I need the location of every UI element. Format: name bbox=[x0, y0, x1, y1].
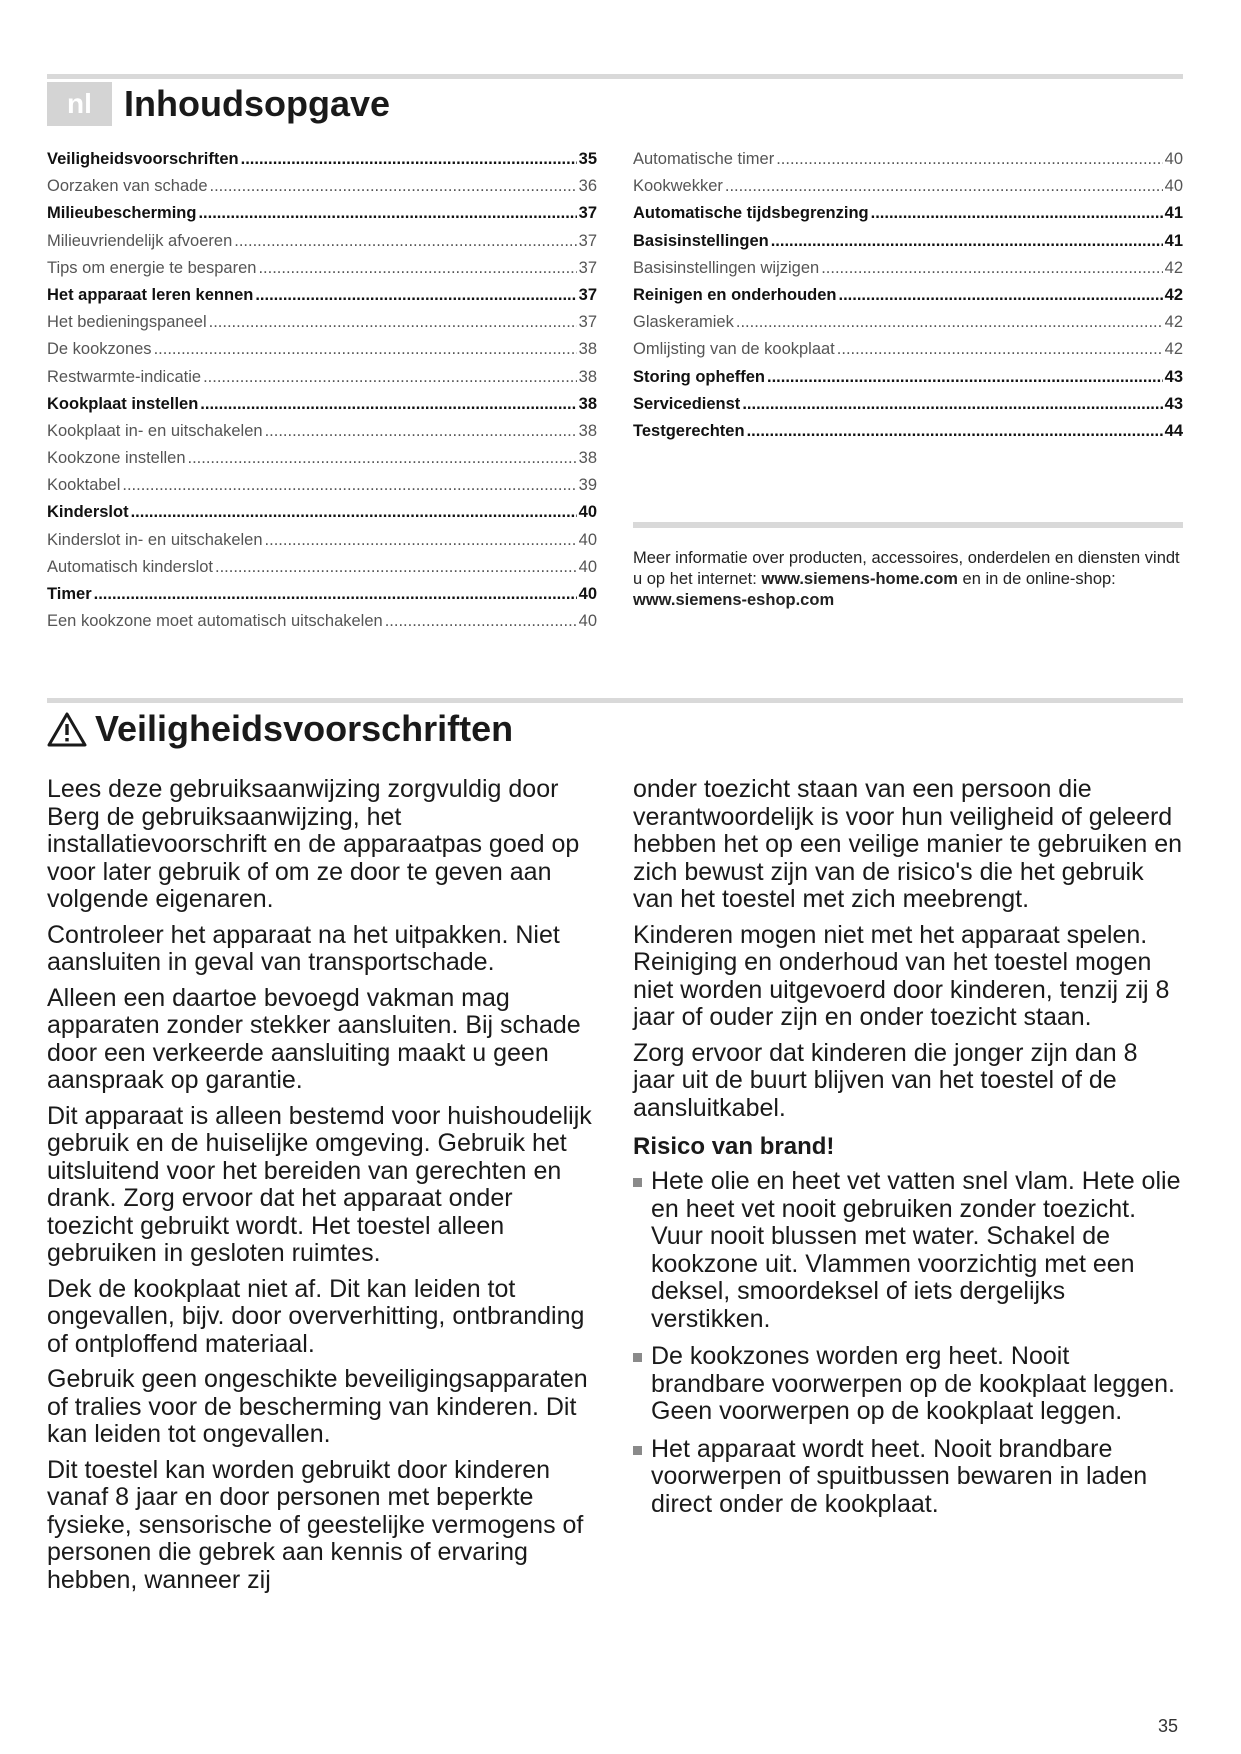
toc-entry[interactable] bbox=[633, 204, 1183, 231]
toc-entry-page: 35 bbox=[578, 150, 597, 168]
toc-dot-leader bbox=[215, 558, 577, 577]
eshop-link[interactable]: www.siemens-eshop.com bbox=[633, 591, 835, 609]
toc-entry-page: 40 bbox=[1164, 150, 1183, 168]
toc-entry[interactable] bbox=[47, 259, 597, 286]
toc-entry[interactable] bbox=[47, 340, 597, 367]
toc-entry-label: Het apparaat leren kennen bbox=[47, 285, 254, 304]
toc-entry[interactable] bbox=[47, 558, 597, 585]
toc-entry-page: 39 bbox=[578, 476, 597, 495]
toc-entry[interactable] bbox=[633, 395, 1183, 422]
toc-entry[interactable] bbox=[47, 612, 597, 639]
toc-entry-page: 37 bbox=[578, 204, 597, 223]
toc-entry-label: Kooktabel bbox=[47, 476, 121, 495]
safety-right-column bbox=[633, 776, 1183, 1528]
toc-dot-leader bbox=[736, 313, 1163, 332]
toc-entry-label: Reinigen en onderhouden bbox=[633, 285, 837, 304]
toc-entry-page: 38 bbox=[578, 394, 597, 413]
toc-entry-label: Timer bbox=[47, 585, 92, 603]
toc-left-column bbox=[47, 150, 597, 639]
toc-entry-page: 40 bbox=[578, 612, 597, 631]
toc-entry[interactable] bbox=[633, 313, 1183, 340]
toc-entry-label: Omlijsting van de kookplaat bbox=[633, 340, 835, 359]
toc-entry[interactable] bbox=[47, 531, 597, 558]
header-rule bbox=[47, 74, 1183, 79]
list-item-text: Hete olie en heet vet vatten snel vlam. Hete olie en heet vet nooit gebruiken zonder toezicht. Vuur nooit blussen met water. Schakel de kookzone uit. Vlammen voorzichtig met een deksel, smoordeksel of iets dergelijks verstikken. bbox=[651, 1167, 1181, 1333]
body-paragraph: Lees deze gebruiksaanwijzing zorgvuldig door Berg de gebruiksaanwijzing, het installatievoorschrift en de apparaatpas goed op voor later gebruik of om ze door te geven aan volgende eigenaren. bbox=[47, 775, 580, 913]
toc-dot-leader bbox=[742, 395, 1162, 414]
right-paragraphs bbox=[633, 776, 1183, 1122]
toc-entry-page: 40 bbox=[578, 530, 597, 549]
toc-entry[interactable] bbox=[47, 449, 597, 476]
toc-entry-page: 37 bbox=[578, 313, 597, 332]
body-paragraph: Controleer het apparaat na het uitpakken. Niet aansluiten in geval van transportschade. bbox=[47, 920, 560, 976]
toc-entry-page: 42 bbox=[1164, 313, 1183, 332]
toc-dot-leader bbox=[821, 259, 1162, 278]
toc-entry-page: 38 bbox=[578, 421, 597, 440]
toc-entry-label: De kookzones bbox=[47, 340, 152, 359]
toc-entry[interactable] bbox=[47, 150, 597, 177]
toc-dot-leader bbox=[385, 612, 577, 631]
bullet-square-icon bbox=[633, 1446, 642, 1455]
body-paragraph: Kinderen mogen niet met het apparaat spelen. Reiniging en onderhoud van het toestel mogen niet worden uitgevoerd door kinderen, tenzij zij 8 jaar of ouder zijn en onder toezicht staan. bbox=[633, 920, 1170, 1031]
toc-entry[interactable] bbox=[47, 313, 597, 340]
toc-entry-label: Automatische timer bbox=[633, 150, 775, 168]
section-rule bbox=[47, 698, 1183, 703]
toc-entry-page: 42 bbox=[1164, 258, 1183, 277]
toc-dot-leader bbox=[265, 531, 577, 550]
body-paragraph: Dek de kookplaat niet af. Dit kan leiden tot ongevallen, bijv. door oververhitting, ontbranding of ontploffend materiaal. bbox=[47, 1274, 585, 1358]
toc-entry-label: Veiligheidsvoorschriften bbox=[47, 150, 239, 168]
body-paragraph: Zorg ervoor dat kinderen die jonger zijn dan 8 jaar uit de buurt blijven van het toestel of de aansluitkabel. bbox=[633, 1038, 1138, 1122]
body-paragraph: onder toezicht staan van een persoon die verantwoordelijk is voor hun veiligheid of geleerd hebben het op een veilige manier te gebruiken en zich bewust zijn van de risico's die het gebruik van het toestel met zich meebrengt. bbox=[633, 775, 1183, 913]
toc-entry-page: 37 bbox=[578, 231, 597, 250]
toc-entry[interactable] bbox=[633, 422, 1183, 449]
toc-dot-leader bbox=[776, 150, 1162, 169]
toc-entry[interactable] bbox=[47, 177, 597, 204]
toc-entry[interactable] bbox=[47, 286, 597, 313]
toc-entry[interactable] bbox=[633, 150, 1183, 177]
page-title: Inhoudsopgave bbox=[124, 83, 391, 124]
toc-dot-leader bbox=[122, 476, 576, 495]
toc-entry-label: Servicedienst bbox=[633, 394, 741, 413]
body-paragraph: Dit apparaat is alleen bestemd voor huishoudelijk gebruik en de huiselijke omgeving. Gebruik het uitsluitend voor het bereiden van gerechten en drank. Zorg ervoor dat het apparaat onder toezicht gebruikt wordt. Het toestel alleen gebruiken in gesloten ruimtes. bbox=[47, 1101, 592, 1267]
warning-triangle-icon bbox=[47, 711, 87, 747]
info-note bbox=[633, 548, 1183, 611]
toc-dot-leader bbox=[767, 368, 1163, 387]
toc-entry-label: Milieuvriendelijk afvoeren bbox=[47, 231, 233, 250]
toc-entry-label: Restwarmte-indicatie bbox=[47, 367, 202, 386]
safety-left-column bbox=[47, 776, 597, 1602]
toc-entry-label: Storing opheffen bbox=[633, 367, 765, 386]
toc-entry-label: Tips om energie te besparen bbox=[47, 258, 257, 277]
toc-entry-page: 42 bbox=[1164, 340, 1183, 359]
toc-entry[interactable] bbox=[633, 177, 1183, 204]
toc-entry-page: 41 bbox=[1164, 231, 1183, 250]
toc-entry[interactable] bbox=[47, 368, 597, 395]
toc-entry-label: Milieubescherming bbox=[47, 204, 197, 223]
toc-entry-page: 37 bbox=[578, 285, 597, 304]
toc-dot-leader bbox=[839, 286, 1163, 305]
toc-dot-leader bbox=[258, 259, 576, 278]
toc-dot-leader bbox=[241, 150, 577, 169]
toc-right-column bbox=[633, 150, 1183, 449]
toc-entry-page: 42 bbox=[1164, 285, 1183, 304]
toc-entry-label: Automatische tijdsbegrenzing bbox=[633, 204, 869, 223]
toc-entry-page: 43 bbox=[1164, 367, 1183, 386]
toc-entry-label: Kookzone instellen bbox=[47, 449, 186, 468]
toc-dot-leader bbox=[209, 313, 577, 332]
toc-entry-page: 40 bbox=[1164, 177, 1183, 196]
toc-entry[interactable] bbox=[633, 286, 1183, 313]
toc-entry-label: Kookplaat in- en uitschakelen bbox=[47, 421, 263, 440]
toc-entry-label: Kinderslot bbox=[47, 503, 129, 522]
toc-entry-label: Een kookzone moet automatisch uitschakelen bbox=[47, 612, 383, 631]
toc-dot-leader bbox=[188, 449, 577, 468]
toc-dot-leader bbox=[203, 368, 577, 387]
toc-dot-leader bbox=[725, 177, 1163, 196]
toc-entry[interactable] bbox=[633, 368, 1183, 395]
toc-entry-page: 38 bbox=[578, 449, 597, 468]
list-item-text: De kookzones worden erg heet. Nooit brandbare voorwerpen op de kookplaat leggen. Geen voorwerpen op de kookplaat leggen. bbox=[651, 1342, 1175, 1425]
toc-dot-leader bbox=[837, 340, 1163, 359]
toc-entry[interactable] bbox=[633, 232, 1183, 259]
body-paragraph: Gebruik geen ongeschikte beveiligingsapparaten of tralies voor de bescherming van kinderen. Dit kan leiden tot ongevallen. bbox=[47, 1365, 588, 1448]
info-text-1: Meer informatie over producten, accessoires, onderdelen en diensten vindt u op het internet: bbox=[633, 549, 1180, 588]
safety-heading bbox=[47, 706, 513, 752]
bullet-square-icon bbox=[633, 1353, 642, 1362]
toc-entry-label: Automatisch kinderslot bbox=[47, 557, 213, 576]
toc-dot-leader bbox=[871, 204, 1163, 223]
toc-entry-page: 36 bbox=[578, 177, 597, 196]
toc-dot-leader bbox=[771, 232, 1163, 251]
toc-dot-leader bbox=[210, 177, 577, 196]
toc-entry-page: 40 bbox=[578, 503, 597, 522]
toc-entry-label: Kinderslot in- en uitschakelen bbox=[47, 530, 263, 549]
section-title: Veiligheidsvoorschriften bbox=[95, 708, 514, 749]
toc-dot-leader bbox=[234, 232, 576, 251]
toc-dot-leader bbox=[255, 286, 576, 305]
info-divider bbox=[633, 522, 1183, 528]
toc-entry[interactable] bbox=[47, 232, 597, 259]
body-paragraph: Alleen een daartoe bevoegd vakman mag apparaten zonder stekker aansluiten. Bij schade door een verkeerde aansluiting maakt u geen aanspraak op garantie. bbox=[47, 983, 581, 1094]
risk-bullet-list bbox=[633, 1168, 1183, 1518]
page-number: 35 bbox=[1158, 1716, 1179, 1736]
toc-entry-label: Kookplaat instellen bbox=[47, 394, 199, 413]
toc-entry-page: 40 bbox=[578, 585, 597, 603]
toc-entry-page: 38 bbox=[578, 367, 597, 386]
toc-entry-page: 44 bbox=[1164, 421, 1183, 440]
toc-entry-page: 40 bbox=[578, 557, 597, 576]
toc-entry-label: Oorzaken van schade bbox=[47, 177, 208, 196]
info-text-2: en in de online-shop: bbox=[957, 570, 1116, 588]
toc-entry-label: Testgerechten bbox=[633, 421, 745, 440]
list-item bbox=[633, 1168, 1183, 1333]
toc-entry-label: Het bedieningspaneel bbox=[47, 313, 207, 332]
toc-entry-label: Glaskeramiek bbox=[633, 313, 734, 332]
toc-entry-page: 38 bbox=[578, 340, 597, 359]
toc-entry[interactable] bbox=[633, 259, 1183, 286]
toc-entry[interactable] bbox=[47, 204, 597, 231]
toc-dot-leader bbox=[198, 204, 576, 223]
toc-entry[interactable] bbox=[47, 422, 597, 449]
list-item-text: Het apparaat wordt heet. Nooit brandbare voorwerpen of spuitbussen bewaren in laden direct onder de kookplaat. bbox=[651, 1434, 1148, 1518]
toc-entry[interactable] bbox=[633, 340, 1183, 367]
body-paragraph: Dit toestel kan worden gebruikt door kinderen vanaf 8 jaar en door personen met beperkte fysieke, sensorische of geestelijke vermogens of personen die gebrek aan kennis of ervaring hebben, wanneer zij bbox=[47, 1455, 584, 1594]
toc-entry-label: Basisinstellingen wijzigen bbox=[633, 258, 820, 277]
toc-entry[interactable] bbox=[47, 503, 597, 530]
toc-entry-page: 37 bbox=[578, 258, 597, 277]
toc-entry[interactable] bbox=[47, 476, 597, 503]
toc-entry-label: Kookwekker bbox=[633, 177, 723, 196]
list-item bbox=[633, 1436, 1183, 1519]
toc-entry-page: 41 bbox=[1164, 204, 1183, 223]
toc-dot-leader bbox=[154, 340, 577, 359]
toc-dot-leader bbox=[747, 422, 1163, 441]
toc-dot-leader bbox=[200, 395, 576, 414]
toc-entry-page: 43 bbox=[1164, 394, 1183, 413]
list-item bbox=[633, 1343, 1183, 1426]
toc-entry[interactable] bbox=[47, 585, 597, 612]
risk-heading: Risico van brand! bbox=[633, 1133, 835, 1160]
toc-dot-leader bbox=[131, 503, 577, 522]
toc-dot-leader bbox=[94, 585, 577, 604]
website-link[interactable]: www.siemens-home.com bbox=[761, 570, 958, 588]
toc-entry-label: Basisinstellingen bbox=[633, 231, 769, 250]
language-badge: nl bbox=[47, 82, 112, 126]
bullet-square-icon bbox=[633, 1178, 642, 1187]
toc-entry[interactable] bbox=[47, 395, 597, 422]
toc-dot-leader bbox=[265, 422, 577, 441]
